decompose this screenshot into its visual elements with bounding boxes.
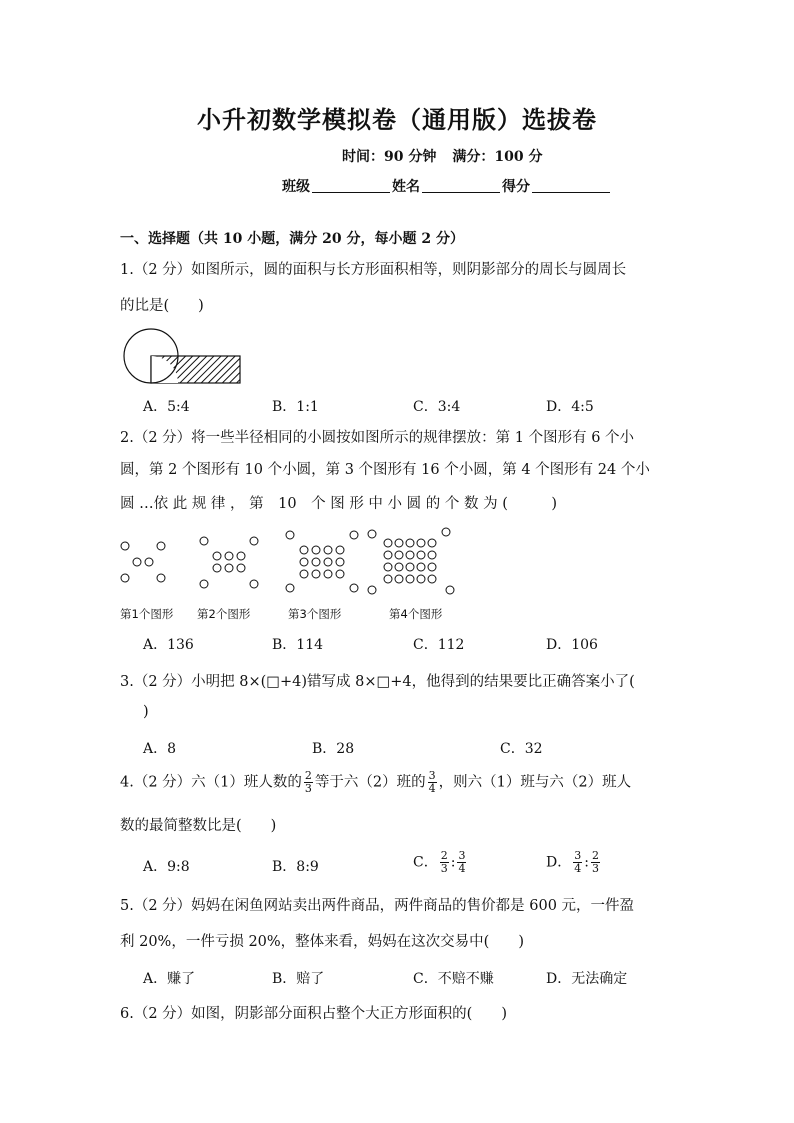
- q4-line2: 数的最简整数比是( ): [120, 818, 277, 834]
- q1-option-c[interactable]: C．3:4: [413, 399, 461, 415]
- student-fields: [282, 176, 612, 196]
- q1-line1: 1.（2 分）如图所示，圆的面积与长方形面积相等，则阴影部分的周长与圆周长: [120, 262, 627, 278]
- q2-caption-2: 第2个图形: [197, 607, 251, 621]
- q3-line1: 3.（2 分）小明把 8×(□+4)错写成 8×□+4，他得到的结果要比正确答案小了(: [120, 674, 635, 690]
- q1-option-a[interactable]: A．5:4: [143, 399, 190, 415]
- q4-option-a[interactable]: A．9:8: [143, 859, 190, 875]
- q2-pattern-1: [121, 542, 165, 582]
- points-label: 得分: [502, 179, 530, 195]
- q4-text-post: ，则六（1）班与六（2）班人: [438, 774, 632, 791]
- exam-time: 时间：90 分钟: [342, 149, 437, 165]
- q2-pattern-2: [200, 537, 258, 588]
- class-label: 班级: [282, 179, 310, 195]
- section-heading: 一、选择题（共 10 小题，满分 20 分，每小题 2 分）: [120, 231, 464, 247]
- q5-option-d[interactable]: D．无法确定: [546, 971, 628, 987]
- page-title: 小升初数学模拟卷（通用版）选拔卷: [197, 105, 597, 134]
- q2-line1: 2.（2 分）将一些半径相同的小圆按如图所示的规律摆放：第 1 个图形有 6 个小: [120, 430, 635, 446]
- q5-option-b[interactable]: B．赔了: [272, 971, 325, 987]
- q4-option-b[interactable]: B．8:9: [272, 859, 319, 875]
- q2-line2: 圆，第 2 个图形有 10 个小圆，第 3 个图形有 16 个小圆，第 4 个图形有 24 个小: [120, 462, 650, 478]
- exam-meta: [342, 146, 542, 166]
- q2-option-c[interactable]: C．112: [413, 637, 465, 653]
- q4-line1: [120, 770, 631, 795]
- q2-caption-1: 第1个图形: [120, 607, 174, 621]
- q5-option-a[interactable]: A．赚了: [143, 971, 196, 987]
- q2-pattern-4: [368, 528, 454, 594]
- q2-figure: [112, 524, 462, 598]
- q1-figure: [118, 324, 248, 388]
- q4-option-d[interactable]: D． $\frac{3}{4}$ : $\frac{2}{3}$: [546, 849, 599, 875]
- name-blank[interactable]: [422, 178, 500, 193]
- q6-line1: 6.（2 分）如图，阴影部分面积占整个大正方形面积的( ): [120, 1006, 507, 1022]
- q2-line3: 圆 …依 此 规 律 ， 第 10 个 图 形 中 小 圆 的 个 数 为 ( ): [120, 496, 558, 512]
- q2-option-b[interactable]: B．114: [272, 637, 324, 653]
- q4-option-c[interactable]: C． $\frac{2}{3}$ : $\frac{3}{4}$: [413, 849, 466, 875]
- q2-caption-3: 第3个图形: [288, 607, 342, 621]
- q2-option-d[interactable]: D．106: [546, 637, 598, 653]
- exam-full-score: 满分：100 分: [452, 149, 543, 165]
- q1-option-d[interactable]: D．4:5: [546, 399, 594, 415]
- q1-line2: 的比是( ): [120, 298, 204, 314]
- q3-option-c[interactable]: C．32: [500, 741, 543, 757]
- q2-pattern-3: [286, 531, 358, 592]
- q3-line2: ): [143, 704, 149, 720]
- q3-option-a[interactable]: A．8: [143, 741, 177, 757]
- q4-fraction-1: $\frac{2}{3}$: [304, 769, 312, 795]
- q1-option-b[interactable]: B．1:1: [272, 399, 319, 415]
- name-label: 姓名: [392, 179, 420, 195]
- q2-option-a[interactable]: A．136: [143, 637, 194, 653]
- q5-line1: 5.（2 分）妈妈在闲鱼网站卖出两件商品，两件商品的售价都是 600 元，一件盈: [120, 898, 635, 914]
- q4-text-pre: 4.（2 分）六（1）班人数的: [120, 774, 302, 791]
- q3-option-b[interactable]: B．28: [312, 741, 355, 757]
- q5-line2: 利 20%，一件亏损 20%，整体来看，妈妈在这次交易中( ): [120, 934, 524, 950]
- q4-text-mid: 等于六（2）班的: [314, 774, 426, 791]
- q4-fraction-2: $\frac{3}{4}$: [428, 769, 436, 795]
- q2-caption-4: 第4个图形: [389, 607, 443, 621]
- q5-option-c[interactable]: C．不赔不赚: [413, 971, 494, 987]
- class-blank[interactable]: [312, 178, 390, 193]
- points-blank[interactable]: [532, 178, 610, 193]
